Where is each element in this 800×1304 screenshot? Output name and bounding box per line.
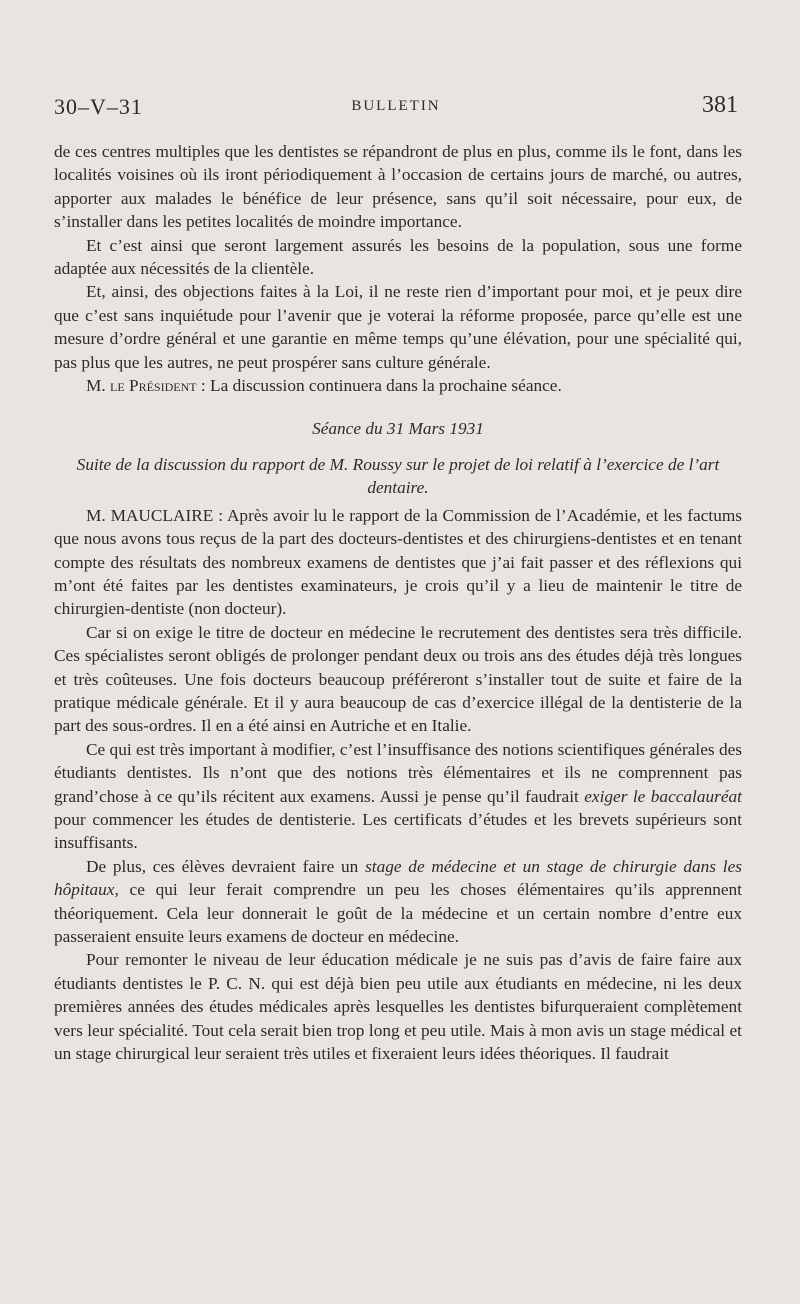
running-header — [54, 92, 738, 124]
speaker-name: M. le Président — [86, 376, 197, 396]
page-number: 381 — [702, 92, 738, 118]
paragraph — [54, 738, 742, 855]
paragraph: Car si on exige le titre de docteur en médecine le recrutement des dentistes sera très difficile. Ces spécialistes seront obligés de prolonger pendant deux ou trois ans des études déjà très longues et très coûteuses. Une fois docteurs beaucoup préféreront s’installer tout de suite et faire de la pratique médicale générale. Et il y aura beaucoup de cas d’exercice illégal de la dentisterie de la part des sous-ordres. Il en a été ainsi en Autriche et en Italie. — [54, 622, 742, 736]
paragraph: de ces centres multiples que les dentistes se répandront de plus en plus, comme ils le font, dans les localités voisines où ils iront périodiquement à l’occasion de certains jours de marché, ou autres, apporter aux malades le bénéfice de leur présence, sans qu’il soit nécessaire, pour eux, de s’installer dans les petites localités de moindre importance. — [54, 142, 742, 232]
paragraph — [54, 374, 742, 397]
body-text — [54, 140, 742, 1065]
paragraph — [54, 504, 742, 621]
session-subtitle: Suite de la discussion du rapport de M. Roussy sur le projet de loi relatif à l’exercice de l’art dentaire. — [76, 454, 720, 498]
speaker-name: M. MAUCLAIRE — [86, 505, 214, 525]
speaker-text: : La discussion continuera dans la prochaine séance. — [196, 376, 562, 396]
text-run: ce qui leur ferait comprendre un peu les choses élémentaires qu’ils apprennent théoriquement. Cela leur donnerait le goût de la médecine et un certain nombre d’entre eux passeraient ensuite leurs examens de docteur en médecine. — [54, 880, 742, 946]
session-title: Séance du 31 Mars 1931 — [312, 419, 484, 439]
paragraph — [54, 855, 742, 949]
paragraph: Pour remonter le niveau de leur éducation médicale je ne suis pas d’avis de faire faire aux étudiants dentistes le P. C. N. qui est déjà bien peu utile aux étudiants en médecine, ni les deux premières années des études médicales après lesquelles les dentistes bifurqueraient complètement vers leur spécialité. Tout cela serait bien trop long et peu utile. Mais à mon avis un stage médical et un stage chirurgical leur seraient très utiles et fixeraient leurs idées théoriques. Il faudrait — [54, 950, 742, 1064]
emphasis: stage de médecine et un stage de chirurgie dans les hôpitaux, — [54, 856, 742, 900]
paragraph: Et, ainsi, des objections faites à la Loi, il ne reste rien d’important pour moi, et je peux dire que c’est sans inquiétude pour l’avenir que je voterai la réforme proposée, parce qu’elle est une mesure d’ordre général et une garantie en même temps qu’une élévation, pour une spécialité qui, pas plus que les autres, ne peut prospérer sans culture générale. — [54, 282, 742, 372]
text-run: pour commencer les études de dentisterie. Les certificats d’études et les brevets supérieurs sont insuffisants. — [54, 809, 742, 853]
text-run: Ce qui est très important à modifier, c’est l’insuffisance des notions scientifiques générales des étudiants dentistes. Ils n’ont que des notions très élémentaires et ils ne comprennent pas grand’chose à ce qu’ils récitent aux examens. Aussi je pense qu’il faudrait — [54, 739, 742, 806]
header-title: BULLETIN — [351, 98, 441, 114]
speaker-text: : Après avoir lu le rapport de la Commission de l’Académie, et les factums que nous avons tous reçus de la part des docteurs-dentistes et des chirurgiens-dentistes et en tenant compte des résultats des nombreux examens de dentistes que j’ai fait passer et des réflexions qui m’ont été faites par les dentistes examinateurs, je crois qu’il y a lieu de maintenir le titre de chirurgien-dentiste (non docteur). — [54, 505, 743, 619]
paragraph: Et c’est ainsi que seront largement assurés les besoins de la population, sous une forme adaptée aux nécessités de la clientèle. — [54, 235, 742, 279]
text-run: De plus, ces élèves devraient faire un — [86, 856, 366, 876]
header-date: 30–V–31 — [54, 94, 143, 119]
emphasis: exiger le baccalauréat — [584, 786, 742, 806]
